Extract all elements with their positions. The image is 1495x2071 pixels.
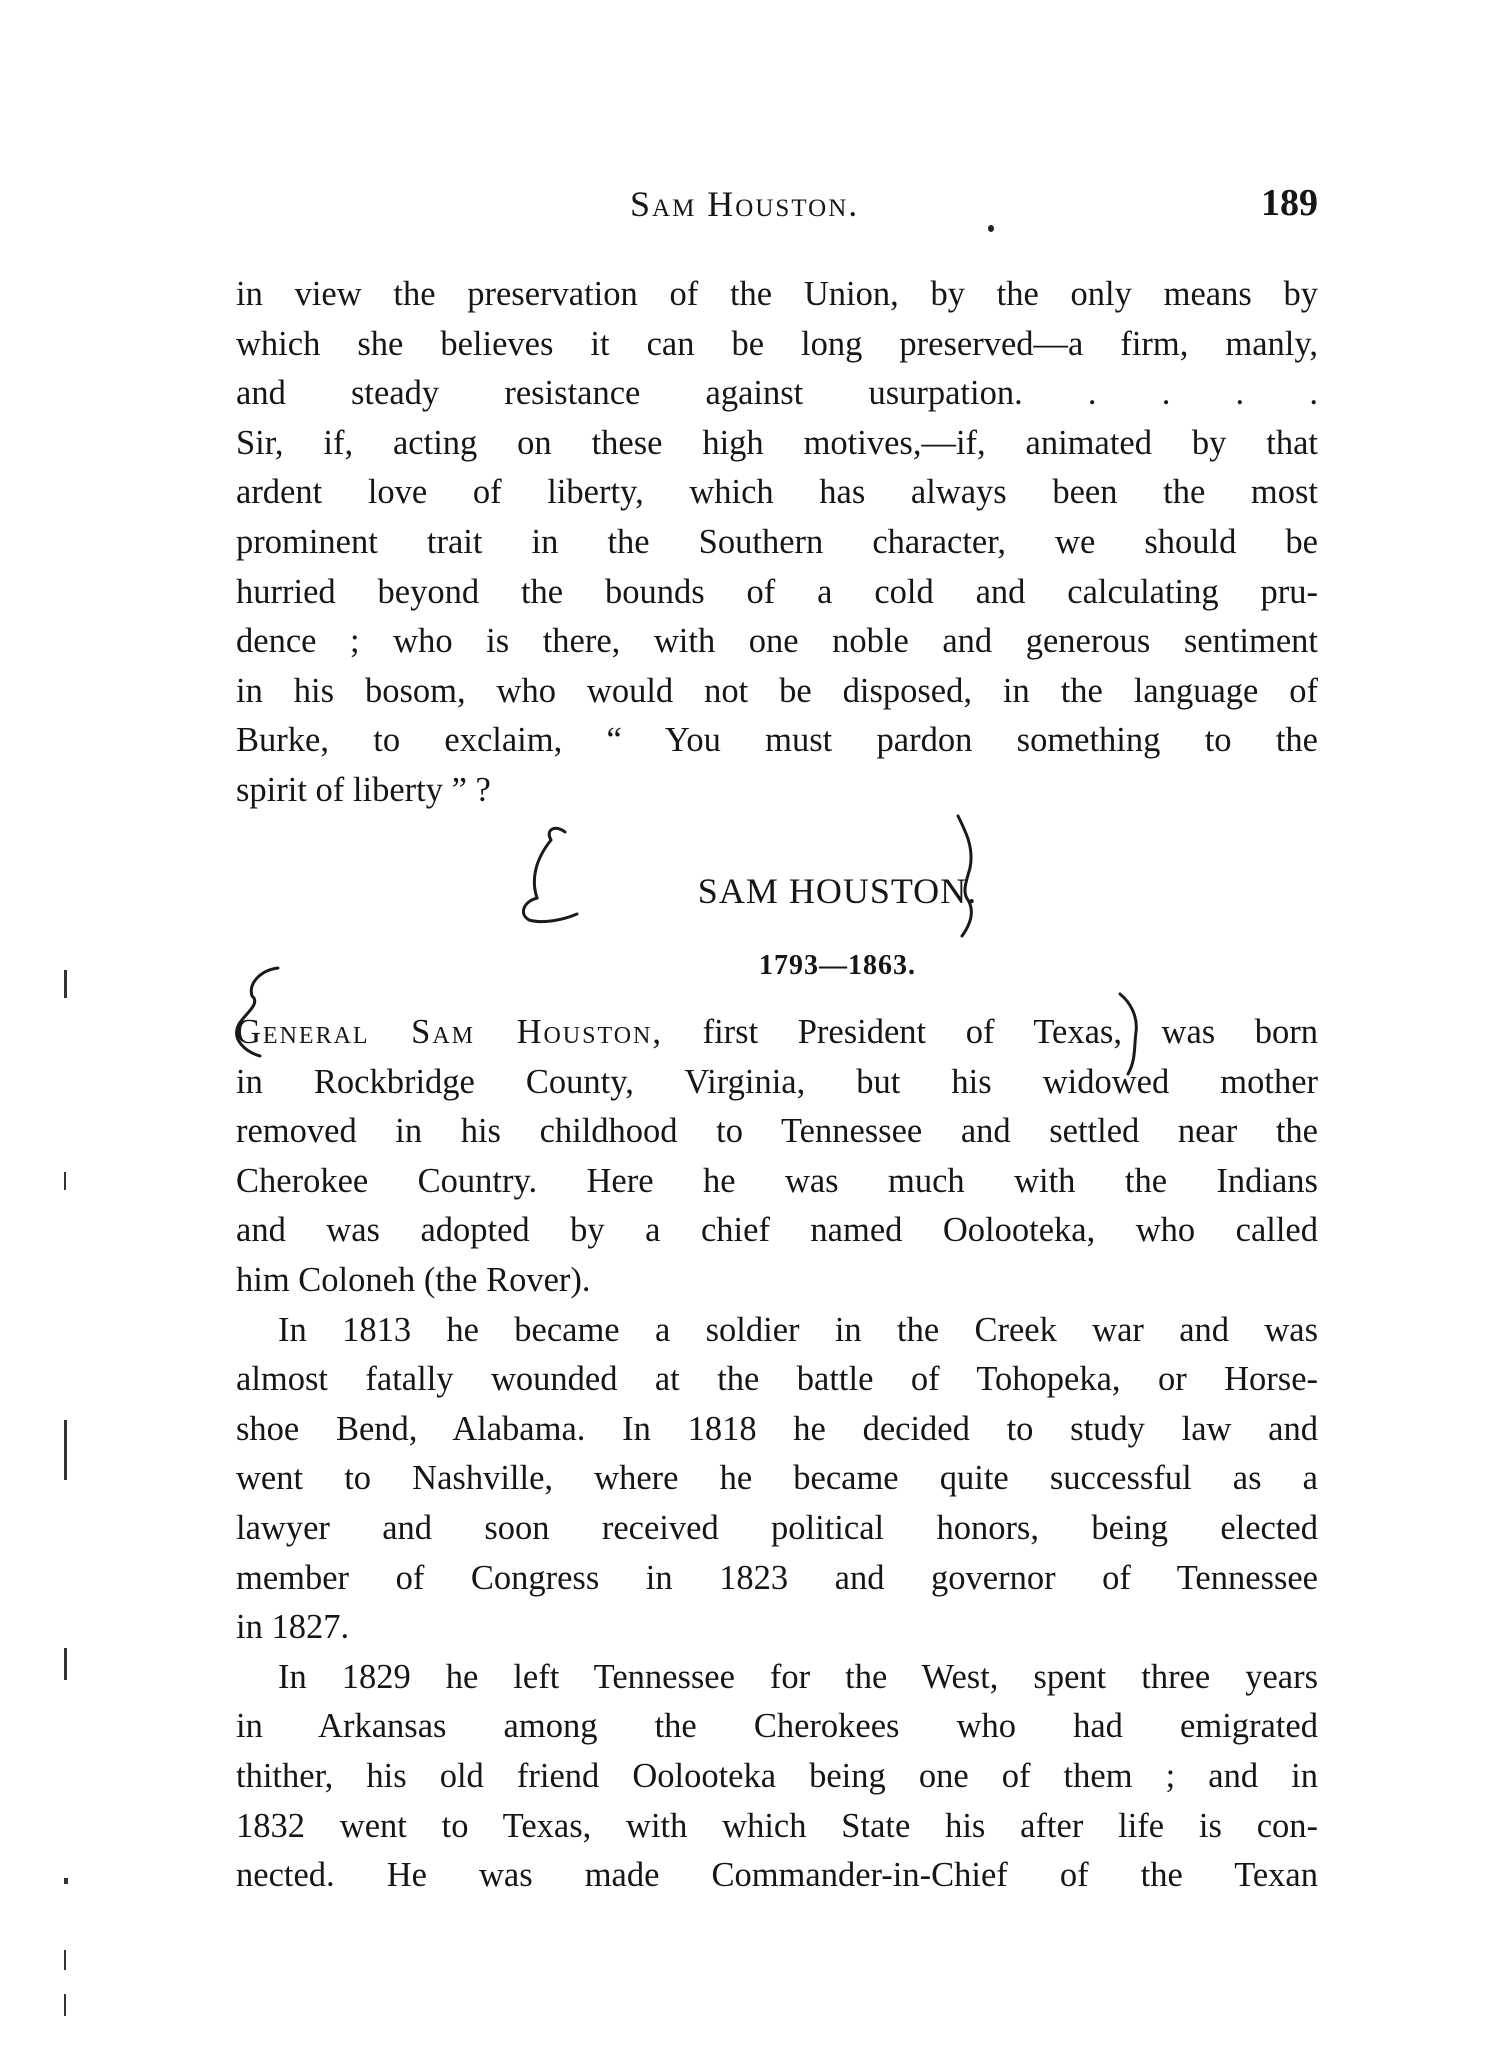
margin-mark [64,970,67,998]
biography [236,1008,1318,1901]
text-line: prominent trait in the Southern character, we should be [236,522,1318,561]
text-line: shoe Bend, Alabama. In 1818 he decided to study law and [236,1409,1318,1448]
text-line: In 1813 he became a soldier in the Creek war and was [278,1310,1318,1349]
text-line: in his bosom, who would not be disposed, in the language of [236,671,1318,710]
text-line: Burke, to exclaim, “ You must pardon something to the [236,721,1318,760]
running-title: Sam Houston. [630,184,860,224]
speech-quote [236,270,1318,816]
text-line: thither, his old friend Oolooteka being one of them ; and in [236,1756,1318,1795]
first-line-text: first President of Texas, was born [702,1013,1319,1051]
text-line: in view the preservation of the Union, by the only means by [236,275,1318,313]
lead-in: General Sam Houston, [236,1013,664,1051]
page-number: 189 [1261,182,1318,224]
section-heading [0,870,1495,912]
section-title: SAM HOUSTON. [697,871,978,911]
text-line: in Arkansas among the Cherokees who had emigrated [236,1707,1318,1746]
text-line: went to Nashville, where he became quite successful as a [236,1459,1318,1498]
text-line: member of Congress in 1823 and governor of Tennessee [236,1558,1318,1597]
margin-mark [64,1994,66,2016]
text-line: and was adopted by a chief named Oolooteka, who called [236,1211,1318,1250]
life-dates: 1793—1863. [759,950,916,981]
text-line: lawyer and soon received political honors, being elected [236,1508,1318,1547]
text-line: spirit of liberty ” ? [236,770,491,809]
text-line: in 1827. [236,1608,350,1647]
text-line: and steady resistance against usurpation. . . . . [236,374,1318,413]
text-line: him Coloneh (the Rover). [236,1260,591,1299]
text-line: in Rockbridge County, Virginia, but his widowed mother [236,1062,1318,1101]
text-line: which she believes it can be long preserved—a firm, manly, [236,324,1318,363]
running-head [236,183,1318,231]
section-dates [0,950,1495,982]
text-line: Sir, if, acting on these high motives,—if, animated by that [236,423,1318,462]
margin-mark [64,1172,66,1190]
text-line: Cherokee Country. Here he was much with the Indians [236,1161,1318,1200]
text-line: ardent love of liberty, which has always been the most [236,473,1318,512]
text-line: In 1829 he left Tennessee for the West, spent three years [278,1657,1318,1696]
text-line: dence ; who is there, with one noble and generous sentiment [236,622,1318,661]
margin-mark [64,1420,67,1480]
text-line: nected. He was made Commander-in-Chief of the Texan [236,1856,1318,1895]
text-line: almost fatally wounded at the battle of Tohopeka, or Horse- [236,1360,1318,1399]
text-line-first [236,1008,1318,1058]
margin-mark [64,1950,66,1970]
ink-dot [988,225,994,232]
margin-mark [64,1648,67,1680]
text-line: hurried beyond the bounds of a cold and calculating pru- [236,572,1318,611]
text-line: removed in his childhood to Tennessee and settled near the [236,1112,1318,1151]
text-line: 1832 went to Texas, with which State his after life is con- [236,1806,1318,1845]
margin-mark [64,1878,68,1884]
